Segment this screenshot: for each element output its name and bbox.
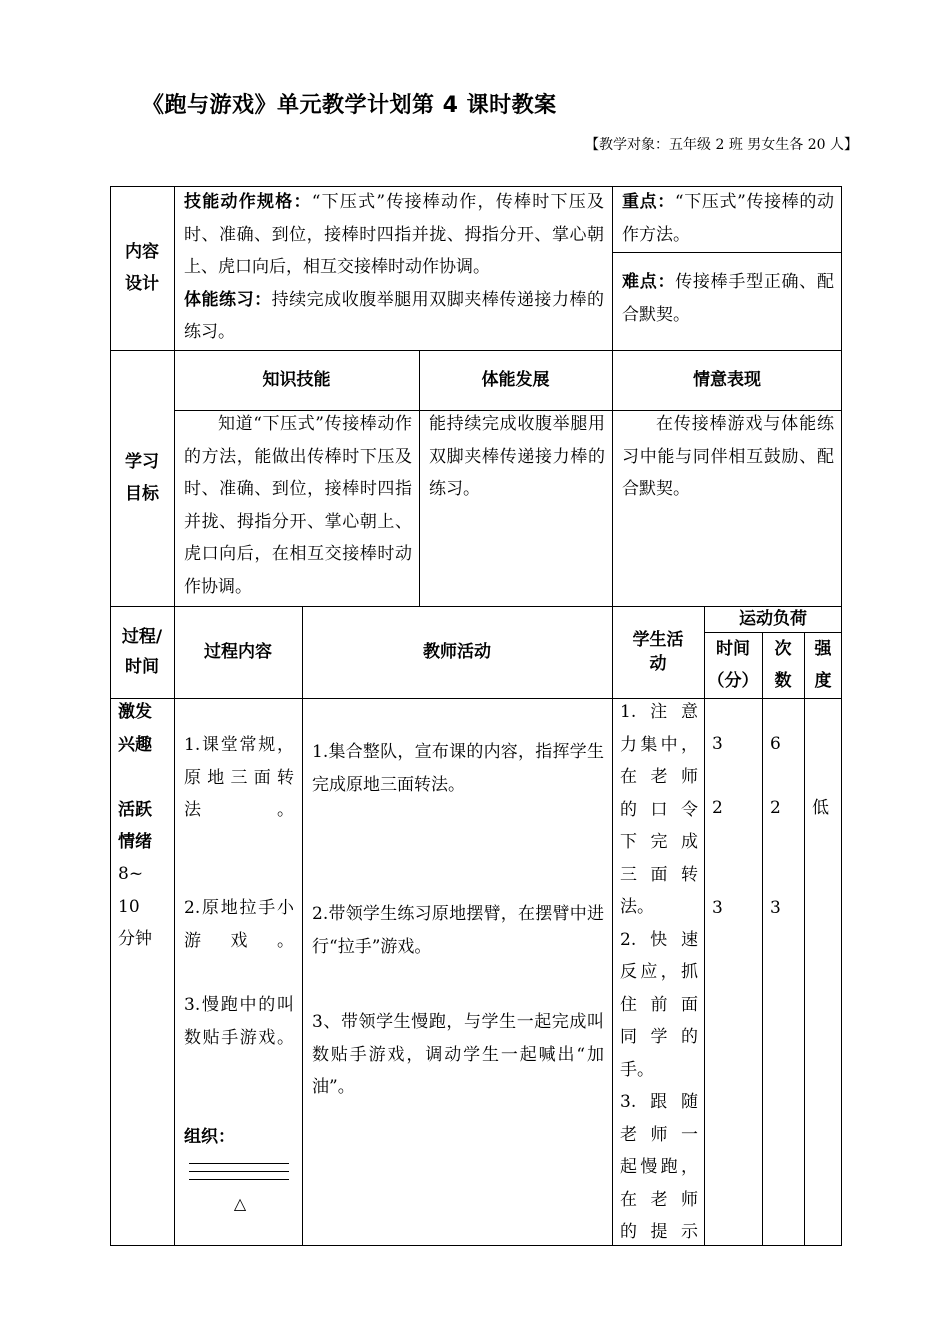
objective-header-fitness: 体能发展 [481, 369, 550, 390]
objective-header-affect: 情意表现 [693, 369, 761, 390]
phase-time: 8~ 10 分钟 [118, 864, 152, 949]
key-point: 重点：“下压式”传接棒的动作方法。 [622, 192, 834, 245]
content-design-label: 内容 设计 [125, 242, 159, 294]
header-time-min: 时间 （分） [707, 638, 759, 691]
fitness-text: 持续完成收腹举腿用双脚夹棒传递接力棒的练习。 [184, 289, 604, 342]
objective-fitness: 能持续完成收腹举腿用双脚夹棒传递接力棒的练习。 [429, 414, 605, 499]
header-count: 次 数 [774, 638, 792, 691]
count-value-3: 3 [770, 898, 781, 918]
teacher-item-1: 1.集合整队，宣布课的内容，指挥学生完成原地三面转法。 [312, 742, 604, 795]
student-activity: 1.注意 力集中， 在老师 的口令 下完成 三面转 法。 2.快速 反应，抓 住前面 同学的 手。 3.跟随 老师一 起慢跑， 在老师 的提示 [620, 702, 698, 1242]
objective-knowledge: 知道“下压式”传接棒动作的方法，能做出传棒时下压及时、准确、到位，接棒时四指并拢、拇指分开、掌心朝上、虎口向后，在相互交接棒时动作协调。 [184, 414, 412, 597]
header-phase-time: 过程/ 时间 [121, 627, 163, 677]
formation-lines [189, 1163, 289, 1187]
phase-name: 激发 兴趣 活跃 情绪 [118, 702, 152, 852]
objectives-label: 学习 目标 [125, 452, 159, 504]
header-intensity: 强 度 [814, 638, 832, 691]
header-teacher-activity: 教师活动 [423, 641, 491, 662]
teacher-item-3: 3、带领学生慢跑，与学生一起完成叫数贴手游戏，调动学生一起喊出“加油”。 [312, 1012, 604, 1097]
time-value-3: 3 [712, 898, 723, 918]
time-value-2: 2 [712, 798, 723, 818]
page-title: 《跑与游戏》单元教学计划第 4 课时教案 [142, 93, 557, 118]
content-design-text [184, 186, 604, 349]
objective-affect: 在传接棒游戏与体能练习中能与同伴相互鼓励、配合默契。 [622, 414, 834, 499]
content-item-2: 2.原地拉手小游戏。 [184, 898, 294, 951]
lesson-plan-table [110, 186, 842, 1246]
count-value-2: 2 [770, 798, 781, 818]
content-item-3: 3.慢跑中的叫数贴手游戏。 [184, 995, 294, 1048]
header-process-content: 过程内容 [204, 641, 272, 662]
header-exercise-load: 运动负荷 [739, 609, 807, 629]
header-student-activity: 学生活 动 [632, 630, 684, 674]
teaching-target: 【教学对象：五年级 2 班 男女生各 20 人】 [585, 137, 858, 153]
difficulty-point: 难点：传接棒手型正确、配合默契。 [622, 272, 834, 325]
skill-label: 技能动作规格： [184, 192, 312, 212]
content-item-1: 1.课堂常规，原地三面转法。 [184, 735, 294, 820]
teacher-item-2: 2.带领学生练习原地摆臂，在摆臂中进行“拉手”游戏。 [312, 904, 604, 957]
fitness-label: 体能练习： [184, 289, 272, 310]
time-value-1: 3 [712, 734, 723, 754]
teacher-position-triangle-icon: △ [233, 1194, 247, 1213]
objective-header-knowledge: 知识技能 [262, 369, 331, 390]
organization-label: 组织： [184, 1127, 235, 1147]
skill-text: “下压式”传接棒动作，传棒时下压及时、准确、到位，接棒时四指并拢、拇指分开、掌心朝上、虎口向后，相互交接棒时动作协调。 [184, 192, 604, 277]
intensity-value: 低 [812, 798, 829, 818]
count-value-1: 6 [770, 734, 781, 754]
